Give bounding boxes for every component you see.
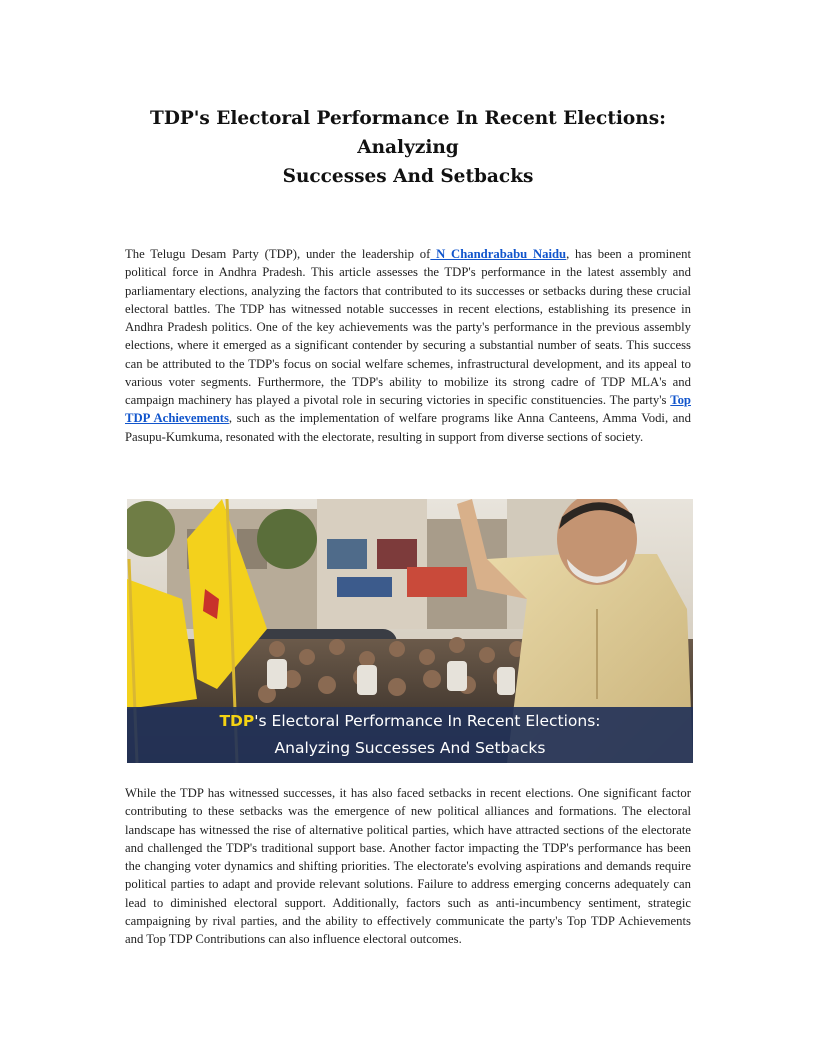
chandrababu-naidu-link[interactable]: N Chandrababu Naidu (430, 247, 567, 261)
hero-image (127, 499, 693, 763)
image-banner (127, 707, 693, 763)
setbacks-paragraph: While the TDP has witnessed successes, it has also faced setbacks in recent elections. One significant factor contributing to these setbacks was the emergence of new political alliances and formations. The electoral landscape has witnessed the rise of alternative political parties, which have attracted sections of the electorate and challenged the TDP's traditional support base. Another factor impacting the TDP's performance has been the changing voter dynamics and shifting priorities. The electorate's evolving aspirations and demands require political parties to adapt and provide relevant solutions. Failure to address emerging concerns adequately can lead to diminished electoral support. Additionally, factors such as anti-incumbency sentiment, strategic campaigning by rival parties, and the ability to effectively communicate the party's Top TDP Achievements and Top TDP Contributions can also influence electoral outcomes. (125, 786, 691, 946)
title-line-2: Successes And Setbacks (282, 166, 534, 187)
intro-text-c: , such as the implementation of welfare programs like Anna Canteens, Amma Vodi, and Pasupu-Kumkuma, resonated with the electorate, resulting in support from diverse sections of society. (125, 411, 691, 444)
banner-line-1 (127, 708, 693, 735)
title-line-1: TDP's Electoral Performance In Recent Elections: Analyzing (150, 108, 666, 158)
intro-paragraph (125, 245, 691, 446)
banner-line-1-rest: 's Electoral Performance In Recent Elections: (254, 712, 601, 730)
top-tdp-achievements-link[interactable]: Top TDP Achievements (125, 393, 691, 426)
article-title (120, 104, 696, 191)
intro-text-b: , has been a prominent political force in Andhra Pradesh. This article assesses the TDP's performance in the latest assembly and parliamentary elections, analyzing the factors that contributed to its successes or setbacks during these crucial electoral battles. The TDP has witnessed notable successes in recent elections, establishing its presence in Andhra Pradesh politics. One of the key achievements was the party's performance in the previous assembly elections, where it emerged as a significant contender by securing a substantial number of seats. This success can be attributed to the TDP's focus on social welfare schemes, infrastructural development, and its appeal to various voter segments. Furthermore, the TDP's ability to mobilize its strong cadre of TDP MLA's and campaign machinery has played a pivotal role in securing victories in specific constituencies. The party's (125, 247, 691, 407)
banner-highlight: TDP (219, 712, 255, 730)
intro-text-a: The Telugu Desam Party (TDP), under the leadership of (125, 247, 431, 261)
banner-line-2: Analyzing Successes And Setbacks (274, 739, 546, 757)
